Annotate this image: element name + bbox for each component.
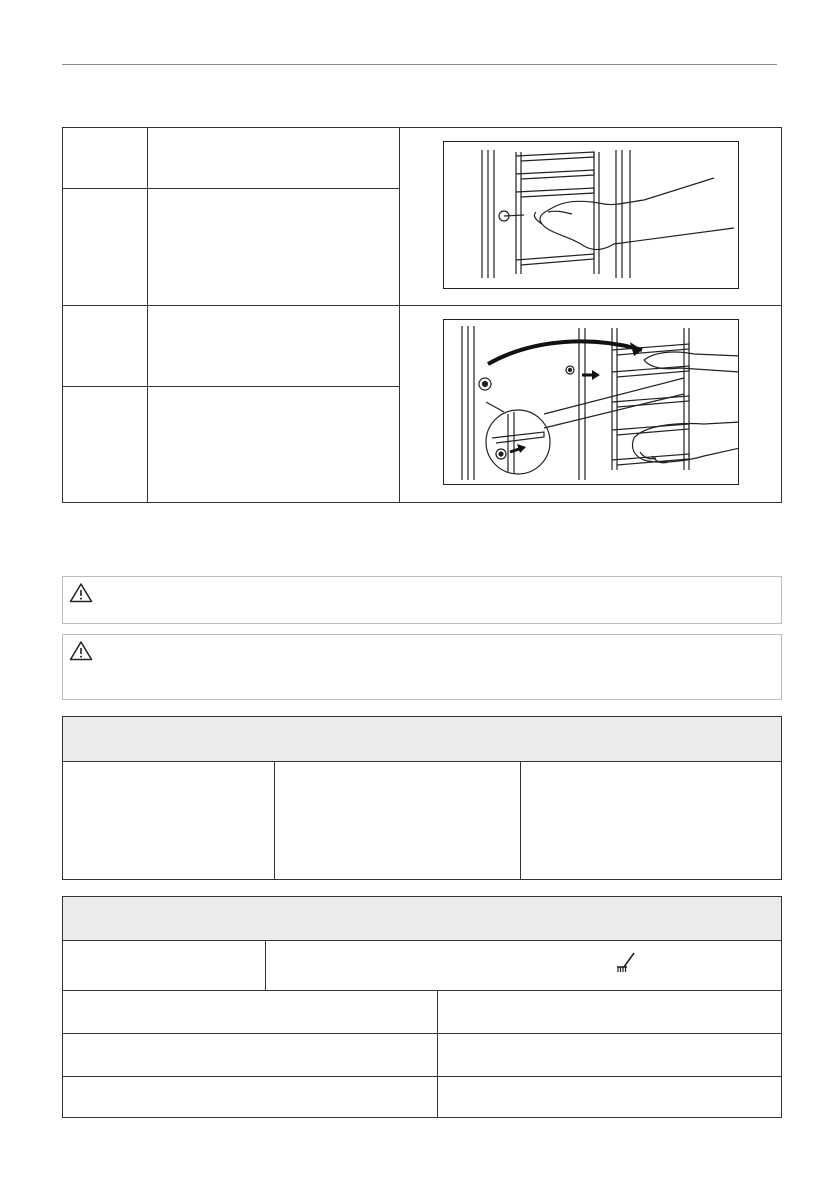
warning-box-1 [62, 576, 782, 624]
info-table-2-row-1-cell-2 [438, 991, 781, 1033]
illustration-cell-1 [400, 128, 782, 306]
info-table-1 [62, 716, 782, 880]
illustration-cell-2 [400, 306, 782, 503]
info-table-2-row-3-cell-1 [63, 1077, 438, 1117]
info-table-1-cell-2 [275, 762, 521, 879]
step-2-number-cell [63, 189, 148, 306]
info-table-2-row-3 [63, 1076, 781, 1117]
step-3-text-cell [148, 306, 400, 387]
header-rule [62, 64, 777, 65]
step-4-text-cell [148, 387, 400, 503]
step-1-number-cell [63, 128, 148, 189]
shelf-support-rear-illustration [443, 319, 739, 485]
info-table-2-row-1 [63, 990, 781, 1033]
info-table-2-row-1-cell-1 [63, 991, 438, 1033]
shelf-support-front-illustration [443, 141, 739, 289]
info-table-2-label-cell [63, 941, 266, 990]
steps-table [62, 127, 782, 503]
info-table-2-value-cell [266, 941, 781, 990]
info-table-1-cell-3 [521, 762, 781, 879]
info-table-1-cell-1 [63, 762, 275, 879]
info-table-2-row-2 [63, 1033, 781, 1076]
warning-triangle-icon [69, 582, 93, 603]
info-table-2-row-2-cell-1 [63, 1034, 438, 1076]
step-2-text-cell [148, 189, 400, 306]
warning-box-2 [62, 634, 782, 700]
info-table-2-header [63, 897, 781, 941]
step-1-text-cell [148, 128, 400, 189]
step-4-number-cell [63, 387, 148, 503]
info-table-1-header [63, 717, 781, 762]
info-table-2-row-2-cell-2 [438, 1034, 781, 1076]
warning-triangle-icon [69, 640, 93, 661]
brush-icon [614, 950, 638, 974]
info-table-2 [62, 896, 782, 1118]
info-table-2-row-3-cell-2 [438, 1077, 781, 1117]
step-3-number-cell [63, 306, 148, 387]
